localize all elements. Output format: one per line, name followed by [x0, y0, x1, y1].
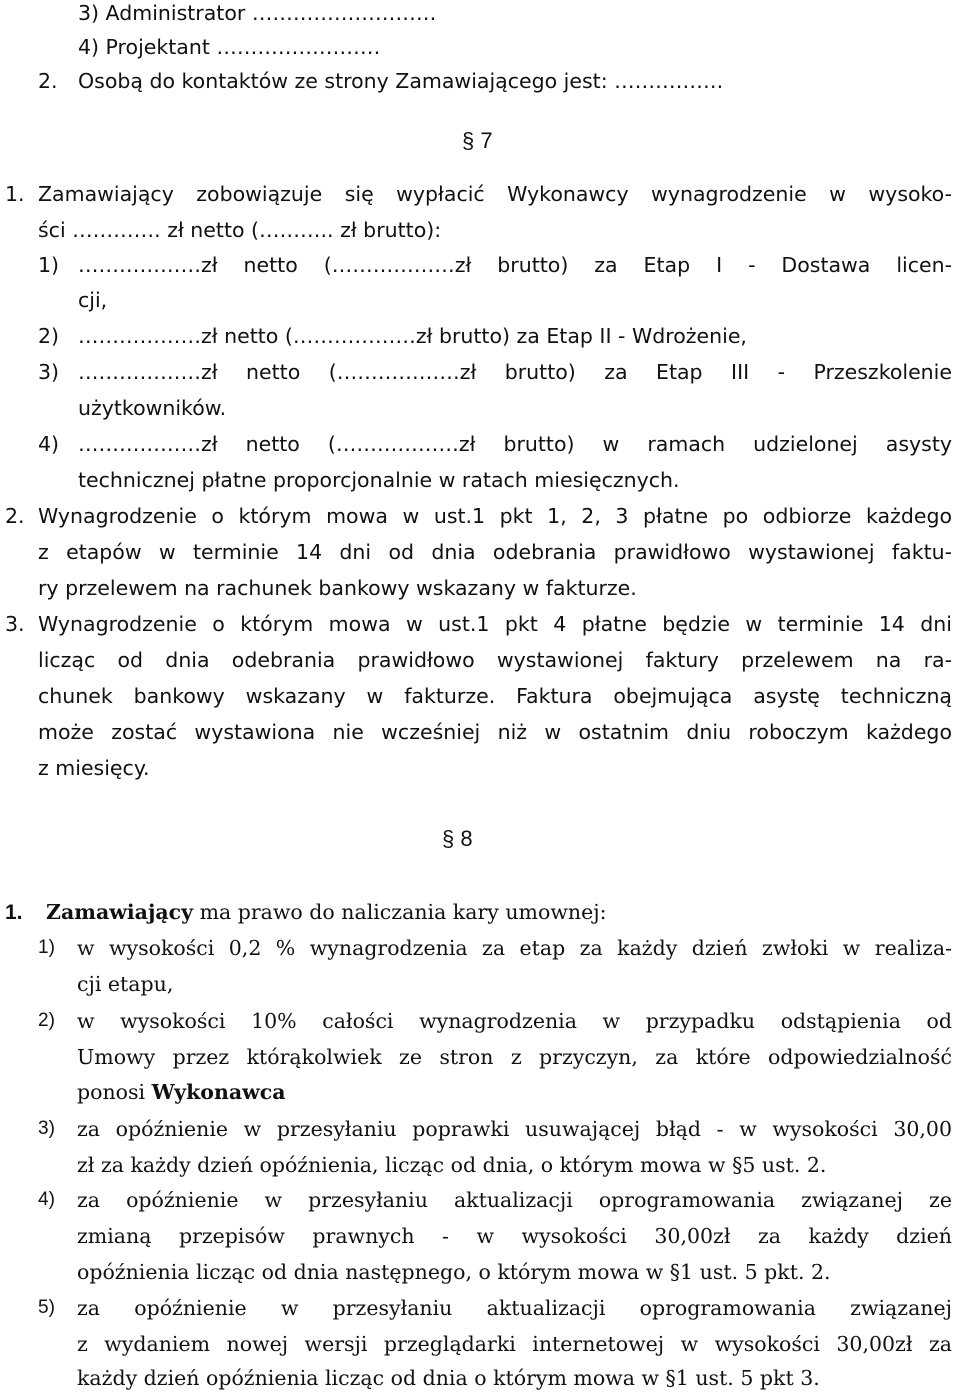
section-heading-7: § 7	[462, 128, 493, 153]
list-item-administrator: 3) Administrator ………………………	[78, 1, 437, 25]
paragraph-text: chunek bankowy wskazany w fakturze. Faktura obejmująca asystę techniczną	[38, 686, 952, 708]
list-item-text: z wydaniem nowej wersji przeglądarki internetowej w wysokości 30,00zł za	[77, 1334, 952, 1356]
list-marker: 3)	[38, 1118, 55, 1139]
list-item-text: za opóźnienie w przesyłaniu poprawki usuwającej błąd - w wysokości 30,00	[77, 1119, 952, 1141]
list-item-text: ………………zł netto (………………zł brutto) za Etap III - Przeszkolenie	[78, 362, 952, 384]
paragraph-text: Zamawiający ma prawo do naliczania kary umownej:	[46, 900, 607, 924]
list-marker: 5)	[38, 1297, 55, 1318]
list-item-text: technicznej płatne proporcjonalnie w ratach miesięcznych.	[78, 468, 680, 492]
list-marker: 4)	[38, 432, 60, 456]
list-item-text: cji etapu,	[77, 972, 174, 996]
list-marker: 4)	[38, 1189, 55, 1210]
party-name: Wykonawca	[151, 1080, 286, 1104]
paragraph-text: może zostać wystawiona nie wcześniej niż w ostatnim dniu roboczym każdego	[38, 722, 952, 744]
list-item-text: każdy dzień opóźnienia licząc od dnia o którym mowa w §1 ust. 5 pkt 3.	[77, 1366, 820, 1390]
paragraph-text: z miesięcy.	[38, 756, 150, 780]
list-marker: 2)	[38, 1010, 55, 1031]
list-item-text: ………………zł netto (………………zł brutto) w ramach udzielonej asysty	[78, 434, 952, 456]
list-item-text: ………………zł netto (………………zł brutto) za Etap II - Wdrożenie,	[78, 324, 747, 348]
list-item-text: w wysokości 10% całości wynagrodzenia w przypadku odstąpienia od	[77, 1011, 952, 1033]
paragraph-text: ści …………. zł netto (……….. zł brutto):	[38, 218, 442, 242]
paragraph-text: licząc od dnia odebrania prawidłowo wystawionej faktury przelewem na ra-	[38, 650, 952, 672]
contact-number: 2.	[38, 69, 58, 93]
paragraph-number: 1.	[5, 182, 25, 206]
paragraph-text: Zamawiający zobowiązuje się wypłacić Wykonawcy wynagrodzenie w wysoko-	[38, 184, 952, 206]
list-item-projektant: 4) Projektant ……………………	[78, 35, 381, 59]
list-marker: 1)	[38, 253, 60, 277]
list-item-text: Umowy przez którąkolwiek ze stron z przyczyn, za które odpowiedzialność	[77, 1047, 952, 1069]
paragraph-text: Wynagrodzenie o którym mowa w ust.1 pkt 4 płatne będzie w terminie 14 dni	[38, 614, 952, 636]
paragraph-text: z etapów w terminie 14 dni od dnia odebrania prawidłowo wystawionej faktu-	[38, 542, 952, 564]
list-item-text: zł za każdy dzień opóźnienia, licząc od dnia, o którym mowa w §5 ust. 2.	[77, 1153, 827, 1177]
list-marker: 2)	[38, 324, 60, 348]
list-item-text: ponosi Wykonawca	[77, 1080, 286, 1104]
list-item-text: opóźnienia licząc od dnia następnego, o którym mowa w §1 ust. 5 pkt. 2.	[77, 1260, 831, 1284]
list-item-text: użytkowników.	[78, 396, 227, 420]
paragraph-text: Wynagrodzenie o którym mowa w ust.1 pkt 1, 2, 3 płatne po odbiorze każdego	[38, 506, 952, 528]
list-item-text: cji,	[78, 288, 108, 312]
list-marker: 3)	[38, 360, 60, 384]
list-item-text: ………………zł netto (………………zł brutto) za Etap I - Dostawa licen-	[78, 255, 952, 277]
list-marker: 1)	[38, 937, 55, 958]
paragraph-text: ry przelewem na rachunek bankowy wskazany w fakturze.	[38, 576, 637, 600]
list-item-text: za opóźnienie w przesyłaniu aktualizacji oprogramowania związanej ze	[77, 1190, 952, 1212]
contact-text: Osobą do kontaktów ze strony Zamawiającego jest: …………….	[78, 69, 724, 93]
paragraph-number: 3.	[5, 612, 25, 636]
party-name: Zamawiający	[46, 900, 194, 924]
list-item-text: w wysokości 0,2 % wynagrodzenia za etap za każdy dzień zwłoki w realiza-	[77, 938, 952, 960]
paragraph-number: 2.	[5, 504, 25, 528]
section-heading-8: § 8	[442, 826, 473, 851]
list-item-text: za opóźnienie w przesyłaniu aktualizacji oprogramowania związanej	[77, 1298, 952, 1320]
paragraph-number: 1.	[5, 901, 23, 924]
list-item-text: zmianą przepisów prawnych - w wysokości 30,00zł za każdy dzień	[77, 1226, 952, 1248]
